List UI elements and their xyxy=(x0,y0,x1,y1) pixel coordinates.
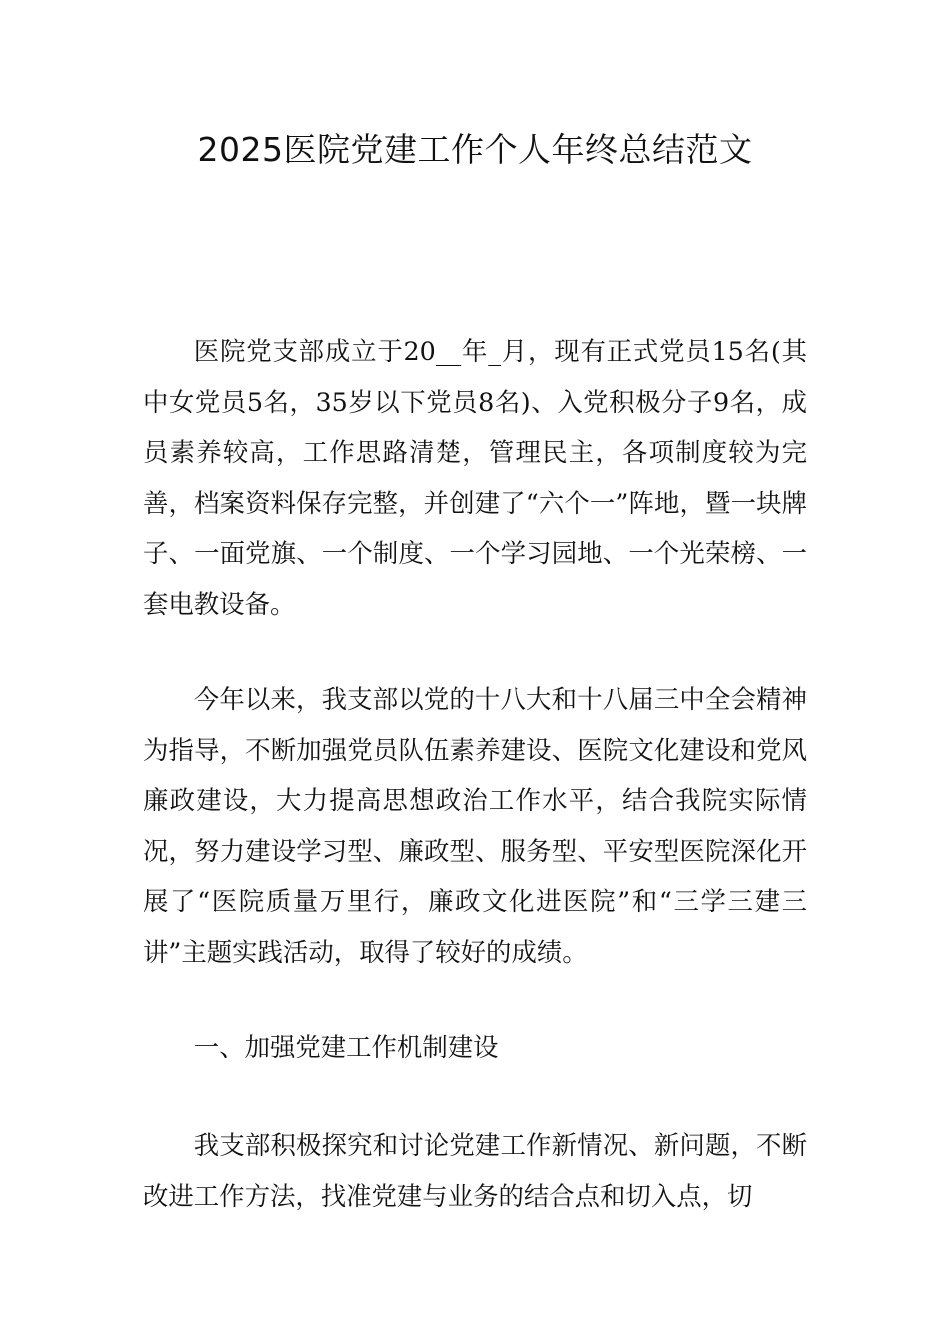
paragraph-year-summary: 今年以来，我支部以党的十八大和十八届三中全会精神为指导，不断加强党员队伍素养建设、医院文化建设和党风廉政建设，大力提高思想政治工作水平，结合我院实际情况，努力建设学习型、廉政型、服务型、平安型医院深化开展了“医院质量万里行，廉政文化进医院”和“三学三建三讲”主题实践活动，取得了较好的成绩。 xyxy=(143,684,807,967)
document-title: 2025医院党建工作个人年终总结范文 xyxy=(197,130,753,169)
section-heading: 一、加强党建工作机制建设 xyxy=(193,1032,499,1062)
paragraph-section-one: 我支部积极探究和讨论党建工作新情况、新问题，不断改进工作方法，找准党建与业务的结合点和切入点，切 xyxy=(143,1130,807,1211)
paragraph-branch-overview: 医院党支部成立于20__年_月，现有正式党员15名(其中女党员5名，35岁以下党员8名)、入党积极分子9名，成员素养较高，工作思路清楚，管理民主，各项制度较为完善，档案资料保存完整，并创建了“六个一”阵地，暨一块牌子、一面党旗、一个制度、一个学习园地、一个光荣榜、一套电教设备。 xyxy=(143,336,807,619)
